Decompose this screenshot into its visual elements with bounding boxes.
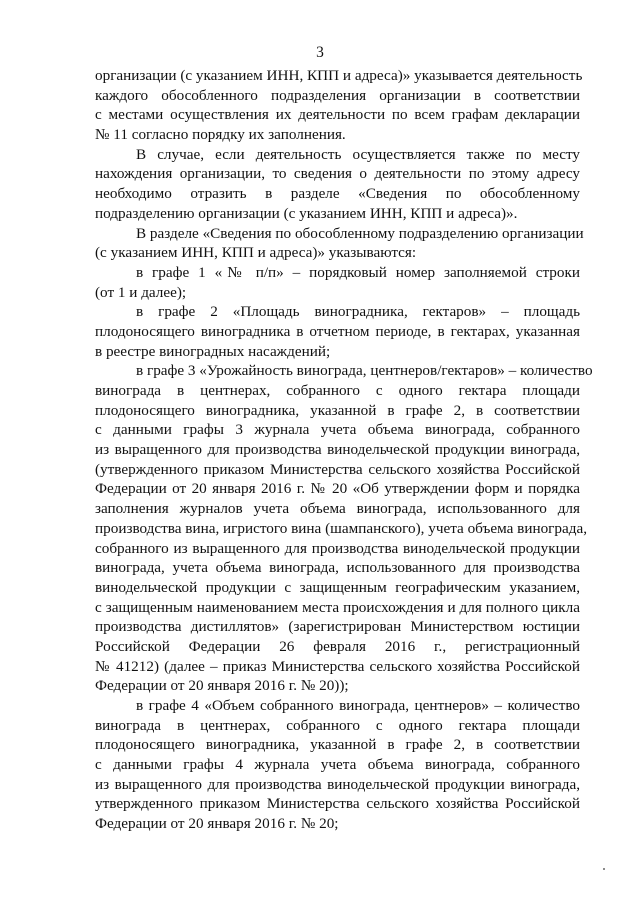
text-line: № 41212) (далее – приказ Министерства сельского хозяйства Российской — [95, 657, 580, 675]
text-line: винограда в центнерах, собранного с одного гектара площади — [95, 716, 580, 734]
text-line: Федерации от 20 января 2016 г. № 20)); — [95, 677, 349, 695]
text-line: Российской Федерации 26 февраля 2016 г., регистрационный — [95, 637, 580, 655]
text-line: в графе 2 «Площадь виноградника, гектаров» – площадь — [136, 303, 580, 321]
text-line: № 11 согласно порядку их заполнения. — [95, 126, 346, 144]
text-line: в графе 1 «№ п/п» – порядковый номер заполняемой строки — [136, 263, 580, 281]
text-line: с данными графы 3 журнала учета объема винограда, собранного — [95, 421, 580, 439]
text-line: плодоносящего виноградника, указанной в графе 2, в соответствии — [95, 736, 580, 754]
text-line: в графе 3 «Урожайность винограда, центнеров/гектаров» – количество — [136, 362, 593, 380]
text-line: собранного из выращенного для производства винодельческой продукции — [95, 539, 580, 557]
text-line: Федерации от 20 января 2016 г. № 20; — [95, 815, 339, 833]
scan-speck — [603, 868, 605, 870]
text-line: в графе 4 «Объем собранного винограда, центнеров» – количество — [136, 697, 580, 714]
text-line: производства дистиллятов» (зарегистрирован Министерством юстиции — [95, 618, 580, 636]
text-line: производства вина, игристого вина (шампанского), учета объема винограда, — [95, 519, 587, 537]
text-line: (утвержденного приказом Министерства сельского хозяйства Российской — [95, 460, 580, 478]
text-line: необходимо отразить в разделе «Сведения по обособленному — [95, 185, 580, 203]
text-line: каждого обособленного подразделения организации в соответствии — [95, 86, 580, 104]
text-line: подразделению организации (с указанием ИНН, КПП и адреса)». — [95, 204, 518, 222]
page-number: 3 — [316, 44, 324, 61]
text-line: утвержденного приказом Министерства сельского хозяйства Российской — [95, 795, 580, 813]
text-line: винограда, учета объема винограда, использованного для производства — [95, 559, 580, 577]
text-line: из выращенного для производства винодельческой продукции винограда, — [95, 775, 580, 793]
text-line: в реестре виноградных насаждений; — [95, 342, 331, 360]
text-line: организации (с указанием ИНН, КПП и адреса)» указывается деятельность — [95, 67, 583, 84]
text-line: винодельческой продукции с защищенным географическим указанием, — [95, 578, 580, 596]
text-line: В случае, если деятельность осуществляется также по месту — [136, 145, 580, 163]
text-line: плодоносящего виноградника, указанной в графе 2, в соответствии — [95, 401, 580, 419]
text-line: заполнения журналов учета объема винограда, использованного для — [95, 500, 580, 518]
text-line: нахождения организации, то сведения о деятельности по этому адресу — [95, 165, 580, 183]
text-line: (с указанием ИНН, КПП и адреса)» указываются: — [95, 244, 417, 262]
text-line: (от 1 и далее); — [95, 283, 187, 301]
text-line: Федерации от 20 января 2016 г. № 20 «Об утверждении форм и порядка — [95, 480, 580, 498]
text-line: с местами осуществления их деятельности по всем графам декларации — [95, 106, 580, 124]
text-line: плодоносящего виноградника в отчетном периоде, в гектарах, указанная — [95, 322, 580, 340]
text-line: из выращенного для производства винодельческой продукции винограда, — [95, 441, 580, 459]
body-text — [95, 66, 593, 834]
text-line: с защищенным наименованием места происхождения и для полного цикла — [95, 598, 580, 616]
text-line: В разделе «Сведения по обособленному подразделению организации — [136, 224, 584, 242]
text-line: винограда в центнерах, собранного с одного гектара площади — [95, 382, 580, 399]
text-line: с данными графы 4 журнала учета объема винограда, собранного — [95, 756, 580, 774]
